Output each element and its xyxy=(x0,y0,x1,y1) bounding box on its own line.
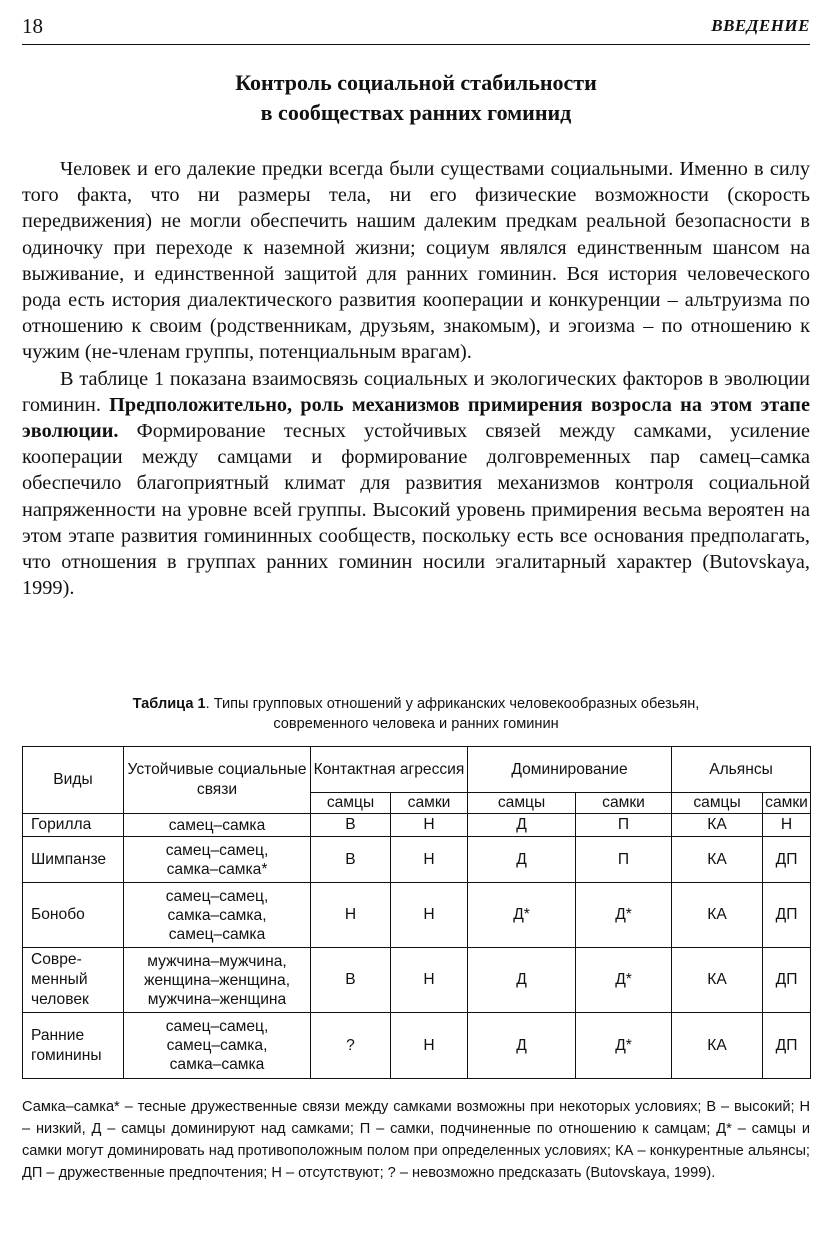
cell-dominance-females: Д* xyxy=(576,1013,672,1079)
page-number: 18 xyxy=(22,14,43,38)
species-line: Горилла xyxy=(31,816,92,833)
subheader-alliances-males: самцы xyxy=(672,793,763,814)
cell-aggression-females: Н xyxy=(391,837,468,883)
header-alliances: Альянсы xyxy=(672,747,811,793)
cell-species xyxy=(23,814,124,837)
bonds-line: самец–самка xyxy=(168,925,266,943)
bonds-line: женщина–женщина, xyxy=(143,971,291,989)
caption-line-2: современного человека и ранних гоминин xyxy=(273,716,559,732)
cell-dominance-males: Д xyxy=(468,948,576,1013)
cell-alliances-males: КА xyxy=(672,883,763,948)
cell-dominance-males: Д xyxy=(468,814,576,837)
cell-alliances-females: ДП xyxy=(763,837,811,883)
cell-alliances-males: КА xyxy=(672,1013,763,1079)
bonds-line: самка–самка xyxy=(169,1056,265,1073)
table-row xyxy=(23,948,811,1013)
cell-alliances-females: ДП xyxy=(763,1013,811,1079)
cell-bonds xyxy=(124,883,311,948)
header-aggression: Контактная агрессия xyxy=(311,747,468,793)
cell-aggression-males: Н xyxy=(311,883,391,948)
cell-aggression-males: ? xyxy=(311,1013,391,1079)
table-row xyxy=(23,837,811,883)
cell-aggression-females: Н xyxy=(391,814,468,837)
section-title xyxy=(22,68,810,128)
body-text xyxy=(22,156,810,601)
cell-species xyxy=(23,948,124,1013)
relations-table xyxy=(22,746,811,1079)
subheader-dominance-females: самки xyxy=(576,793,672,814)
table-row xyxy=(23,814,811,837)
cell-alliances-females: ДП xyxy=(763,948,811,1013)
cell-dominance-males: Д xyxy=(468,837,576,883)
cell-alliances-males: КА xyxy=(672,814,763,837)
species-line: менный xyxy=(31,971,88,988)
cell-aggression-females: Н xyxy=(391,948,468,1013)
header-species: Виды xyxy=(23,747,124,814)
table-row xyxy=(23,1013,811,1079)
cell-dominance-females: П xyxy=(576,837,672,883)
cell-aggression-males: В xyxy=(311,948,391,1013)
species-line: Совре- xyxy=(31,951,82,968)
cell-dominance-females: П xyxy=(576,814,672,837)
table-body xyxy=(23,814,811,1079)
subheader-dominance-males: самцы xyxy=(468,793,576,814)
species-line: Ранние xyxy=(31,1026,85,1044)
bonds-line: самка–самка* xyxy=(166,860,268,878)
cell-alliances-females: Н xyxy=(763,814,811,837)
bonds-line: самка–самка, xyxy=(167,906,267,924)
species-line: гоминины xyxy=(31,1046,102,1064)
bonds-line: мужчина–женщина xyxy=(147,990,287,1008)
bonds-line: мужчина–мужчина, xyxy=(147,952,287,970)
paragraph-1: Человек и его далекие предки всегда были существами социальными. Именно в силу того факта, что ни размеры тела, ни его физические возможности (скорость передвижения) не могли обеспечить нашим далеким предкам реальной безопасности в одиночку при переходе к наземной жизни; социум являлся единственным шансом на выживание, и единственной защитой для ранних гоминин. Вся история человеческого рода есть история диалектического развития кооперации и конкуренции – альтруизма по отношению к своим (родственникам, друзьям, знакомым), и эгоизма – по отношению к чужим (не-членам группы, потенциальным врагам). xyxy=(22,158,810,364)
cell-alliances-males: КА xyxy=(672,837,763,883)
cell-dominance-males: Д* xyxy=(468,883,576,948)
paragraph-2-end: Формирование тесных устойчивых связей между самками, усиление кооперации между самцами и формирование долговременных пар самец–самка обеспечило благоприятный климат для развития механизмов контроля социальной напряженности на уровне всей группы. Высокий уровень примирения весьма вероятен на этом этапе развития гомининных сообществ, поскольку есть все основания предполагать, что отношения в группах ранних гоминин носили эгалитарный характер (Butovskaya, 1999). xyxy=(22,420,810,600)
cell-dominance-females: Д* xyxy=(576,883,672,948)
subheader-aggression-males: самцы xyxy=(311,793,391,814)
caption-label: Таблица 1 xyxy=(132,696,206,712)
bonds-line: самец–самец, xyxy=(165,1018,269,1035)
cell-alliances-males: КА xyxy=(672,948,763,1013)
cell-aggression-males: В xyxy=(311,814,391,837)
running-head xyxy=(22,10,810,45)
section-name: ВВЕДЕНИЕ xyxy=(711,16,810,35)
caption-text-1: . Типы групповых отношений у африканских человекообразных обезьян, xyxy=(205,696,700,712)
header-dominance: Доминирование xyxy=(468,747,672,793)
subheader-alliances-females: самки xyxy=(763,793,811,814)
cell-dominance-males: Д xyxy=(468,1013,576,1079)
cell-dominance-females: Д* xyxy=(576,948,672,1013)
cell-species xyxy=(23,883,124,948)
cell-aggression-females: Н xyxy=(391,1013,468,1079)
header-bonds: Устойчивые социальные связи xyxy=(124,747,311,814)
cell-species xyxy=(23,1013,124,1079)
paragraph-2-bold: Предположительно, роль механизмов примирения возросла на этом этапе эволюции. xyxy=(22,393,810,443)
cell-bonds xyxy=(124,837,311,883)
cell-bonds xyxy=(124,814,311,837)
bonds-line: самец–самец, xyxy=(165,841,269,859)
bonds-line: самец–самец, xyxy=(165,887,269,905)
cell-alliances-females: ДП xyxy=(763,883,811,948)
species-line: Шимпанзе xyxy=(31,850,107,868)
title-line-2: в сообществах ранних гоминид xyxy=(260,100,572,125)
subheader-aggression-females: самки xyxy=(391,793,468,814)
cell-aggression-females: Н xyxy=(391,883,468,948)
cell-bonds xyxy=(124,1013,311,1079)
bonds-line: самец–самка, xyxy=(166,1037,268,1054)
table-caption xyxy=(22,694,810,734)
bonds-line: самец–самка xyxy=(168,816,266,834)
table-row xyxy=(23,883,811,948)
cell-species xyxy=(23,837,124,883)
caption-line-1 xyxy=(22,694,810,714)
cell-bonds xyxy=(124,948,311,1013)
cell-aggression-males: В xyxy=(311,837,391,883)
paragraph-2 xyxy=(22,366,810,602)
table-footnote: Самка–самка* – тесные дружественные связи между самками возможны при некоторых условиях; В – высокий; Н – низкий, Д – самцы доминируют над самками; П – самки, подчиненные по отношению к самцам; Д* – самцы и самки могут доминировать над противоположным полом при определенных условиях; КА – конкурентные альянсы; ДП – дружественные предпочтения; Н – отсутствуют; ? – невозможно предсказать (Butovskaya, 1999). xyxy=(22,1099,810,1181)
species-line: Бонобо xyxy=(31,906,85,923)
paragraph-2-start: В таблице 1 показана взаимосвязь социальных и экологических факторов в эволюции гоминин. xyxy=(22,367,810,416)
title-line-1: Контроль социальной стабильности xyxy=(235,70,597,95)
species-line: человек xyxy=(31,991,89,1008)
